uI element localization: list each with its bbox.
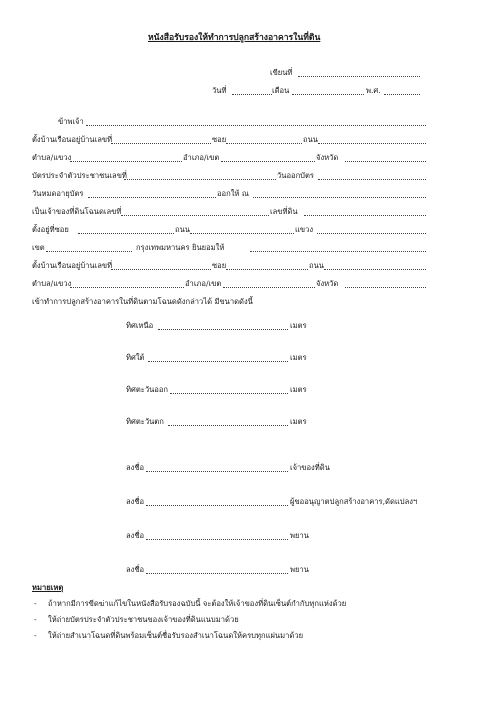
- witness-2-signature-field[interactable]: [146, 573, 288, 574]
- bangkok-consent: กรุงเทพมหานคร ยินยอมให้: [136, 243, 225, 252]
- note-item-1: ถ้าหากมีการขีดฆ่าแก้ไขในหนังสือรับรองฉบับนี้ จะต้องให้เจ้าของที่ดินเซ็นต์กำกับทุกแห่งด้วย: [48, 599, 347, 608]
- east-label: ทิศตะวันออก: [126, 385, 169, 394]
- soi-label-2: ซอย: [212, 261, 227, 270]
- located-soi-label: ตั้งอยู่ที่ซอย: [32, 225, 69, 234]
- written-at-label: เขียนที่: [270, 68, 293, 77]
- issue-date-field[interactable]: [318, 179, 426, 180]
- notes-heading: หมายเหตุ: [32, 583, 64, 592]
- north-label: ทิศเหนือ: [126, 321, 154, 330]
- issued-by-label: ออกให้ ณ: [217, 189, 249, 198]
- note-bullet-1: -: [34, 599, 37, 608]
- witness-1-role: พยาน: [290, 531, 309, 540]
- south-field[interactable]: [148, 361, 288, 362]
- expiry-field[interactable]: [88, 197, 216, 198]
- consent-text: เข้าทำการปลูกสร้างอาคารในที่ดินตามโฉนดดังกล่าวได้ มีขนาดดังนี้: [32, 297, 253, 306]
- west-unit: เมตร: [290, 417, 307, 426]
- khwaeng-label: แขวง: [295, 225, 314, 234]
- south-unit: เมตร: [290, 353, 307, 362]
- builder-role: ผู้ขออนุญาตปลูกสร้างอาคาร,ดัดแปลงฯ: [290, 497, 418, 506]
- north-field[interactable]: [158, 329, 288, 330]
- located-road-field[interactable]: [190, 233, 294, 234]
- province-label-2: จังหวัด: [316, 279, 339, 288]
- road-field[interactable]: [318, 143, 426, 144]
- expiry-label: วันหมดอายุบัตร: [32, 189, 84, 198]
- month-label: เดือน: [272, 86, 290, 95]
- east-field[interactable]: [170, 393, 288, 394]
- road-label: ถนน: [303, 135, 318, 144]
- province-field-2[interactable]: [345, 287, 426, 288]
- note-item-3: ให้ถ่ายสำเนาโฉนดที่ดินพร้อมเซ็นต์ชื่อรับรองสำเนาโฉนดให้ครบทุกแผ่นมาด้วย: [48, 631, 304, 640]
- house-no-field-2[interactable]: [111, 269, 211, 270]
- district-field-2[interactable]: [223, 287, 315, 288]
- sign-label-witness-2: ลงชื่อ: [126, 565, 145, 574]
- district-label-2: อำเภอ/เขต: [185, 279, 222, 288]
- consent-to-field[interactable]: [250, 251, 426, 252]
- road-field-2[interactable]: [324, 269, 426, 270]
- district-label: อำเภอ/เขต: [183, 153, 220, 162]
- house-no-label: ตั้งบ้านเรือนอยู่บ้านเลขที่: [32, 135, 113, 144]
- province-label: จังหวัด: [316, 153, 339, 162]
- month-field[interactable]: [292, 94, 364, 95]
- builder-signature-field[interactable]: [146, 505, 288, 506]
- sign-label-owner: ลงชื่อ: [126, 463, 145, 472]
- day-field[interactable]: [232, 94, 272, 95]
- witness-1-signature-field[interactable]: [146, 539, 288, 540]
- deed-no-field[interactable]: [121, 215, 269, 216]
- note-bullet-2: -: [34, 615, 37, 624]
- west-label: ทิศตะวันตก: [126, 417, 164, 426]
- subdistrict-label: ตำบล/แขวง: [32, 153, 72, 162]
- witness-2-role: พยาน: [290, 565, 309, 574]
- issue-date-label: วันออกบัตร: [277, 171, 315, 180]
- subdistrict-label-2: ตำบล/แขวง: [32, 279, 72, 288]
- east-unit: เมตร: [290, 385, 307, 394]
- house-no-field[interactable]: [111, 143, 211, 144]
- owner-signature-field[interactable]: [146, 471, 288, 472]
- year-field[interactable]: [384, 94, 420, 95]
- road-label-2: ถนน: [309, 261, 324, 270]
- khet-label: เขต: [32, 243, 45, 252]
- soi-field-2[interactable]: [226, 269, 308, 270]
- sign-label-builder: ลงชื่อ: [126, 497, 145, 506]
- land-no-label: เลขที่ดิน: [270, 207, 298, 216]
- note-item-2: ให้ถ่ายบัตรประจำตัวประชาชนของเจ้าของที่ดินแนบมาด้วย: [48, 615, 239, 624]
- id-card-label: บัตรประจำตัวประชาชนเลขที่: [32, 171, 127, 180]
- issued-by-field[interactable]: [253, 197, 426, 198]
- subdistrict-field[interactable]: [70, 161, 182, 162]
- khet-field[interactable]: [46, 251, 132, 252]
- owner-label: เป็นเจ้าของที่ดินโฉนดเลขที่: [32, 207, 122, 216]
- west-field[interactable]: [168, 425, 288, 426]
- name-field[interactable]: [86, 125, 426, 126]
- id-card-field[interactable]: [124, 179, 276, 180]
- house-no-label-2: ตั้งบ้านเรือนอยู่บ้านเลขที่: [32, 261, 113, 270]
- district-field[interactable]: [221, 161, 315, 162]
- note-bullet-3: -: [34, 631, 37, 640]
- written-at-field[interactable]: [298, 76, 420, 77]
- form-title: หนังสือรับรองให้ทำการปลูกสร้างอาคารในที่ดิน: [148, 33, 321, 43]
- subdistrict-field-2[interactable]: [70, 287, 184, 288]
- located-road-label: ถนน: [175, 225, 190, 234]
- north-unit: เมตร: [290, 321, 307, 330]
- year-label: พ.ศ.: [366, 86, 381, 95]
- owner-role: เจ้าของที่ดิน: [290, 463, 330, 472]
- soi-field[interactable]: [226, 143, 302, 144]
- khwaeng-field[interactable]: [317, 233, 426, 234]
- land-no-field[interactable]: [304, 215, 426, 216]
- sign-label-witness-1: ลงชื่อ: [126, 531, 145, 540]
- soi-label: ซอย: [212, 135, 227, 144]
- i-label: ข้าพเจ้า: [58, 117, 84, 126]
- date-label: วันที่: [212, 86, 227, 95]
- province-field[interactable]: [345, 161, 426, 162]
- south-label: ทิศใต้: [126, 353, 145, 362]
- located-soi-field[interactable]: [78, 233, 174, 234]
